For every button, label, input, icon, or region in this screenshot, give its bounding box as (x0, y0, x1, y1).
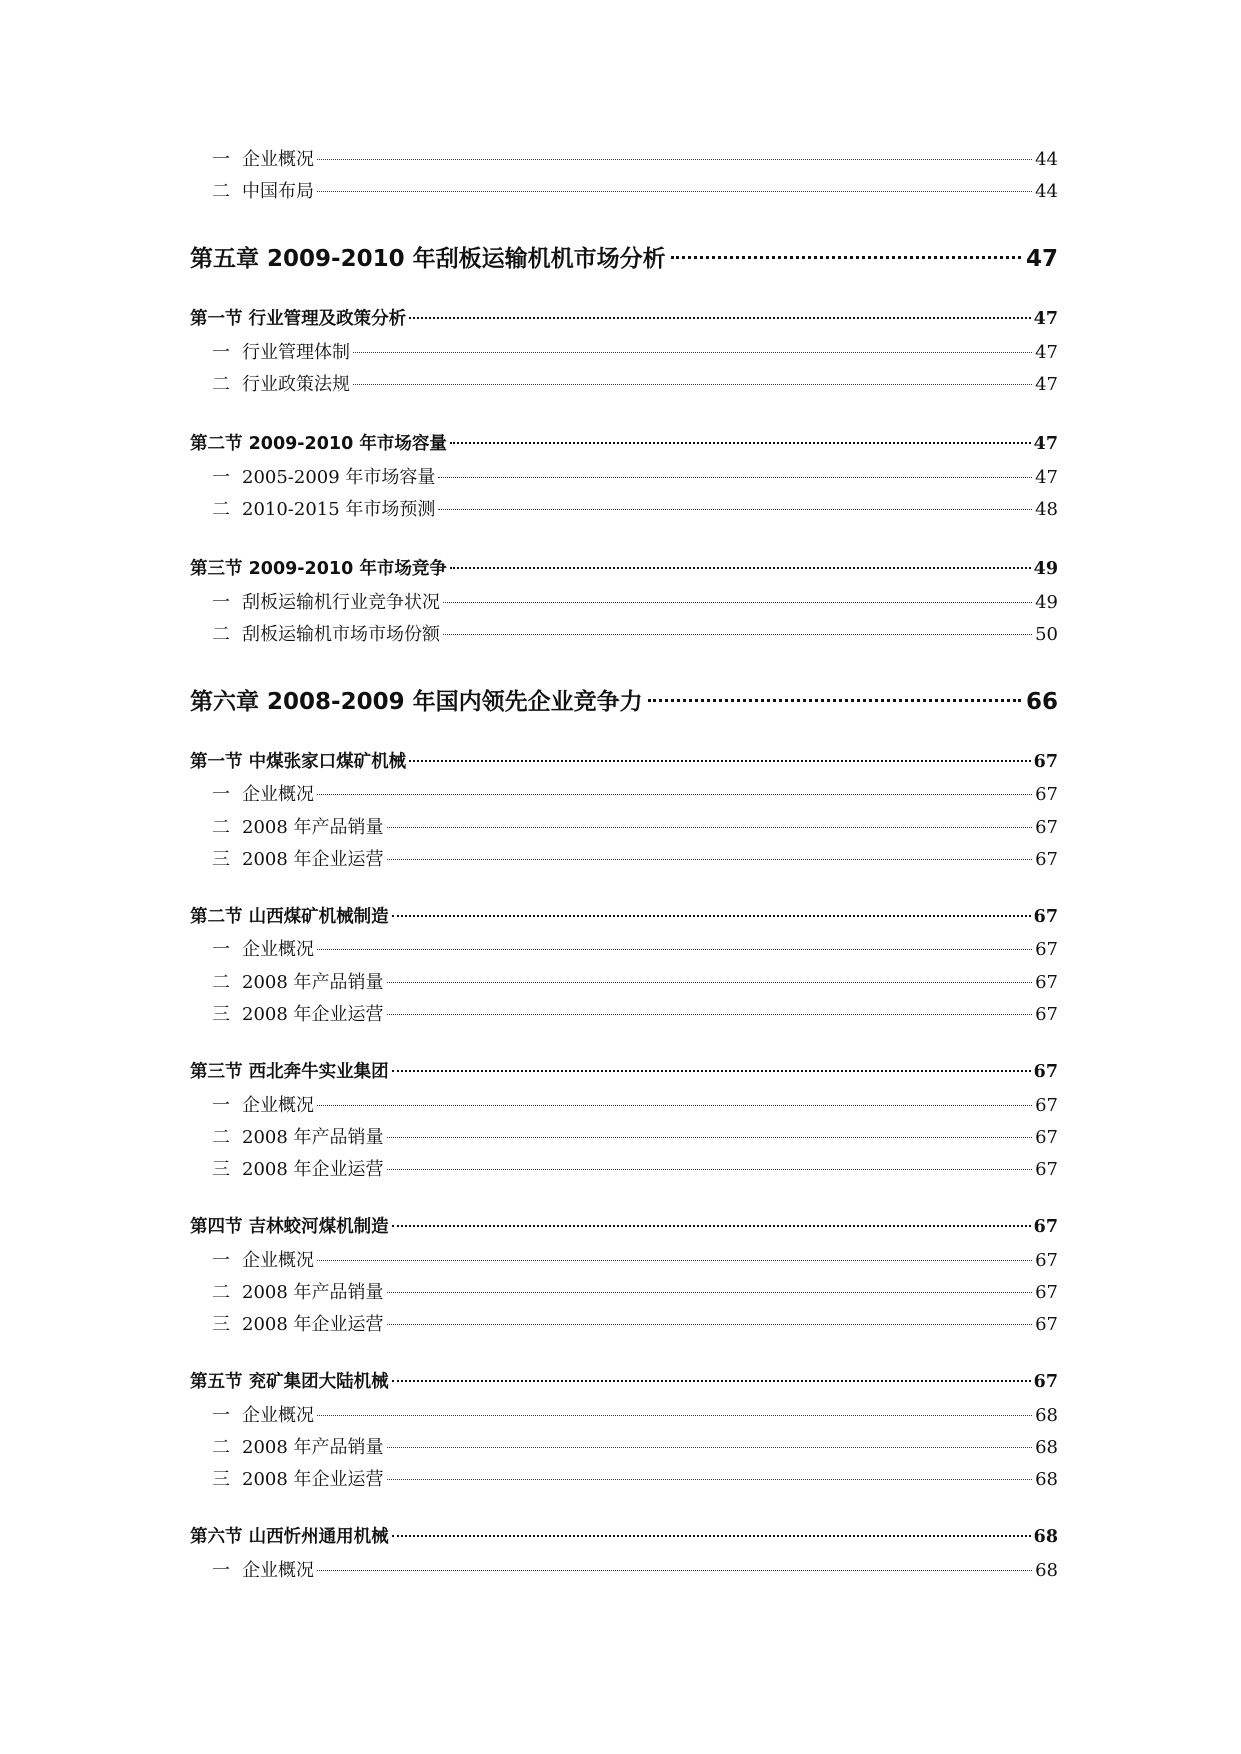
toc-entry-title: 第六节 山西忻州通用机械 (190, 1527, 389, 1547)
page-number: 44 (1035, 149, 1058, 170)
dot-leader (392, 1380, 1031, 1382)
toc-entry-title (190, 1097, 314, 1115)
toc-entry-title: 第五节 兖矿集团大陆机械 (190, 1372, 389, 1392)
section-heading[interactable] (190, 561, 1058, 579)
toc-item-label: 企业概况 (242, 939, 314, 960)
section-heading[interactable] (190, 1374, 1058, 1392)
dot-leader (392, 1070, 1031, 1072)
toc-item-number: 二 (212, 181, 230, 202)
toc-item-label: 行业管理体制 (242, 342, 350, 363)
toc-item-label: 中国布局 (242, 181, 314, 202)
toc-entry-title (190, 1006, 384, 1024)
toc-item-label: 刮板运输机行业竞争状况 (242, 592, 440, 613)
toc-item-label: 2008 年产品销量 (242, 1127, 384, 1148)
page-number: 67 (1035, 849, 1058, 870)
dot-leader (387, 827, 1033, 828)
toc-item[interactable] (190, 594, 1058, 612)
toc-item-number: 一 (212, 592, 230, 613)
toc-entry-title: 第二节 2009-2010 年市场容量 (190, 434, 447, 454)
dot-leader (392, 1535, 1031, 1537)
dot-leader (353, 352, 1032, 353)
section-heading[interactable] (190, 1219, 1058, 1237)
toc-item-label: 企业概况 (242, 1405, 314, 1426)
page-number: 68 (1035, 1560, 1058, 1581)
toc-entry-title (190, 376, 350, 394)
dot-leader (392, 915, 1031, 917)
toc-item[interactable] (190, 1316, 1058, 1334)
toc-item-number: 一 (212, 1560, 230, 1581)
toc-item-number: 一 (212, 149, 230, 170)
page-number: 49 (1033, 559, 1058, 579)
page-number: 50 (1035, 624, 1058, 645)
dot-leader (317, 1260, 1032, 1261)
dot-leader (387, 1292, 1033, 1293)
toc-entry-title: 第三节 西北奔牛实业集团 (190, 1062, 389, 1082)
toc-item[interactable] (190, 1562, 1058, 1580)
toc-entry-title (190, 1562, 314, 1580)
toc-item-label: 2008 年产品销量 (242, 1437, 384, 1458)
toc-item-number: 一 (212, 1250, 230, 1271)
page-number: 67 (1033, 1217, 1058, 1237)
toc-item[interactable] (190, 1471, 1058, 1489)
dot-leader (409, 317, 1031, 319)
toc-item-number: 二 (212, 624, 230, 645)
dot-leader (438, 477, 1032, 478)
toc-item[interactable] (190, 1439, 1058, 1457)
page-number: 67 (1035, 972, 1058, 993)
dot-leader (387, 859, 1033, 860)
toc-entry-title (190, 819, 384, 837)
page-number: 67 (1033, 1062, 1058, 1082)
page-number: 47 (1033, 309, 1058, 329)
toc-entry-title (190, 344, 350, 362)
toc-item-number: 三 (212, 1159, 230, 1180)
toc-entry-title (190, 1471, 384, 1489)
page-number: 67 (1033, 752, 1058, 772)
toc-entry-title: 第四节 吉林蛟河煤机制造 (190, 1217, 389, 1237)
page-number: 44 (1035, 181, 1058, 202)
page-number: 67 (1035, 939, 1058, 960)
toc-entry-title: 第二节 山西煤矿机械制造 (190, 907, 389, 927)
toc-item[interactable] (190, 786, 1058, 804)
page-number: 47 (1035, 374, 1058, 395)
toc-item-label: 2008 年企业运营 (242, 849, 384, 870)
dot-leader (387, 1479, 1033, 1480)
page-number: 67 (1035, 817, 1058, 838)
page-number: 47 (1035, 342, 1058, 363)
page-number: 67 (1035, 1250, 1058, 1271)
page-number: 68 (1035, 1437, 1058, 1458)
dot-leader (317, 1105, 1032, 1106)
page-number: 67 (1035, 784, 1058, 805)
toc-item-label: 刮板运输机市场市场份额 (242, 624, 440, 645)
dot-leader (387, 1447, 1033, 1448)
toc-entry-title (190, 183, 314, 201)
page-number: 67 (1035, 1282, 1058, 1303)
toc-item[interactable] (190, 469, 1058, 487)
toc-item-number: 一 (212, 1405, 230, 1426)
page-number: 67 (1033, 1372, 1058, 1392)
toc-item[interactable] (190, 151, 1058, 169)
toc-item-number: 一 (212, 342, 230, 363)
section-heading[interactable] (190, 311, 1058, 329)
toc-item[interactable] (190, 974, 1058, 992)
toc-item[interactable] (190, 183, 1058, 201)
page-number: 48 (1035, 499, 1058, 520)
toc-item[interactable] (190, 376, 1058, 394)
toc-entry-title (190, 151, 314, 169)
toc-entry-title: 第五章 2009-2010 年刮板运输机机市场分析 (190, 246, 666, 272)
dot-leader (317, 159, 1032, 160)
toc-entry-title (190, 1316, 384, 1334)
page-number: 67 (1035, 1159, 1058, 1180)
toc-item-number: 二 (212, 1437, 230, 1458)
dot-leader (648, 699, 1021, 702)
page-number: 68 (1035, 1405, 1058, 1426)
toc-item-label: 2008 年产品销量 (242, 972, 384, 993)
page-number: 67 (1033, 907, 1058, 927)
toc-item-number: 一 (212, 939, 230, 960)
toc-item-number: 一 (212, 1095, 230, 1116)
page-number: 67 (1035, 1004, 1058, 1025)
toc-entry-title (190, 1284, 384, 1302)
dot-leader (317, 191, 1032, 192)
toc-item[interactable] (190, 1161, 1058, 1179)
toc-item[interactable] (190, 941, 1058, 959)
dot-leader (387, 1324, 1033, 1325)
toc-item-number: 三 (212, 1004, 230, 1025)
page-number: 68 (1033, 1527, 1058, 1547)
toc-item-number: 二 (212, 817, 230, 838)
toc-item-number: 一 (212, 784, 230, 805)
toc-item[interactable] (190, 626, 1058, 644)
toc-entry-title (190, 1252, 314, 1270)
toc-item-label: 2008 年企业运营 (242, 1469, 384, 1490)
toc-item-number: 三 (212, 1469, 230, 1490)
toc-entry-title (190, 1161, 384, 1179)
chapter-heading[interactable] (190, 691, 1058, 714)
toc-item-number: 二 (212, 499, 230, 520)
toc-entry-title: 第三节 2009-2010 年市场竞争 (190, 559, 447, 579)
toc-entry-title (190, 941, 314, 959)
section-heading[interactable] (190, 1529, 1058, 1547)
toc-item[interactable] (190, 344, 1058, 362)
toc-item-label: 企业概况 (242, 1250, 314, 1271)
page-number: 49 (1035, 592, 1058, 613)
toc-item-number: 二 (212, 972, 230, 993)
dot-leader (317, 949, 1032, 950)
toc-item-label: 行业政策法规 (242, 374, 350, 395)
toc-item[interactable] (190, 1252, 1058, 1270)
page-number: 67 (1035, 1095, 1058, 1116)
dot-leader (409, 760, 1031, 762)
toc-item[interactable] (190, 1129, 1058, 1147)
toc-item-number: 二 (212, 1127, 230, 1148)
dot-leader (387, 1169, 1033, 1170)
page-number: 68 (1035, 1469, 1058, 1490)
toc-entry-title (190, 594, 440, 612)
toc-entry-title: 第一节 中煤张家口煤矿机械 (190, 752, 407, 772)
section-heading[interactable] (190, 1064, 1058, 1082)
toc-entry-title (190, 1129, 384, 1147)
dot-leader (450, 442, 1031, 444)
dot-leader (443, 634, 1032, 635)
section-heading[interactable] (190, 909, 1058, 927)
dot-leader (438, 509, 1032, 510)
toc-entry-title: 第六章 2008-2009 年国内领先企业竞争力 (190, 689, 643, 715)
toc-entry-title (190, 851, 384, 869)
dot-leader (387, 982, 1033, 983)
toc-item-number: 二 (212, 374, 230, 395)
toc-entry-title: 第一节 行业管理及政策分析 (190, 309, 407, 329)
toc-entry-title (190, 786, 314, 804)
toc-entry-title (190, 501, 435, 519)
page-number: 47 (1025, 246, 1058, 272)
dot-leader (443, 602, 1032, 603)
toc-entry-title (190, 626, 440, 644)
toc-item-number: 三 (212, 1314, 230, 1335)
toc-item-label: 2010-2015 年市场预测 (242, 499, 436, 520)
dot-leader (450, 567, 1031, 569)
dot-leader (353, 384, 1032, 385)
page-number: 47 (1035, 467, 1058, 488)
toc-item-label: 企业概况 (242, 149, 314, 170)
toc-item[interactable] (190, 851, 1058, 869)
dot-leader (387, 1137, 1033, 1138)
toc-item-label: 2008 年产品销量 (242, 1282, 384, 1303)
toc-item-label: 2008 年企业运营 (242, 1004, 384, 1025)
page-number: 66 (1025, 689, 1058, 715)
dot-leader (387, 1014, 1033, 1015)
toc-item[interactable] (190, 501, 1058, 519)
toc-item-number: 二 (212, 1282, 230, 1303)
toc-item[interactable] (190, 1006, 1058, 1024)
section-heading[interactable] (190, 754, 1058, 772)
toc-entry-title (190, 1407, 314, 1425)
toc-item-label: 2008 年企业运营 (242, 1159, 384, 1180)
dot-leader (317, 1570, 1032, 1571)
toc-entry-title (190, 469, 435, 487)
toc-entry-title (190, 974, 384, 992)
toc-item[interactable] (190, 819, 1058, 837)
page-number: 67 (1035, 1314, 1058, 1335)
toc-item-label: 2008 年产品销量 (242, 817, 384, 838)
dot-leader (671, 256, 1021, 259)
dot-leader (317, 794, 1032, 795)
chapter-heading[interactable] (190, 248, 1058, 271)
toc-item-number: 三 (212, 849, 230, 870)
page-number: 47 (1033, 434, 1058, 454)
toc-item[interactable] (190, 1097, 1058, 1115)
toc-item-label: 2008 年企业运营 (242, 1314, 384, 1335)
toc-item[interactable] (190, 1407, 1058, 1425)
dot-leader (317, 1415, 1032, 1416)
page-number: 67 (1035, 1127, 1058, 1148)
toc-item[interactable] (190, 1284, 1058, 1302)
toc-item-label: 企业概况 (242, 1560, 314, 1581)
toc-item-label: 企业概况 (242, 1095, 314, 1116)
toc-item-label: 企业概况 (242, 784, 314, 805)
section-heading[interactable] (190, 436, 1058, 454)
toc-item-label: 2005-2009 年市场容量 (242, 467, 436, 488)
toc-item-number: 一 (212, 467, 230, 488)
toc-entry-title (190, 1439, 384, 1457)
dot-leader (392, 1225, 1031, 1227)
